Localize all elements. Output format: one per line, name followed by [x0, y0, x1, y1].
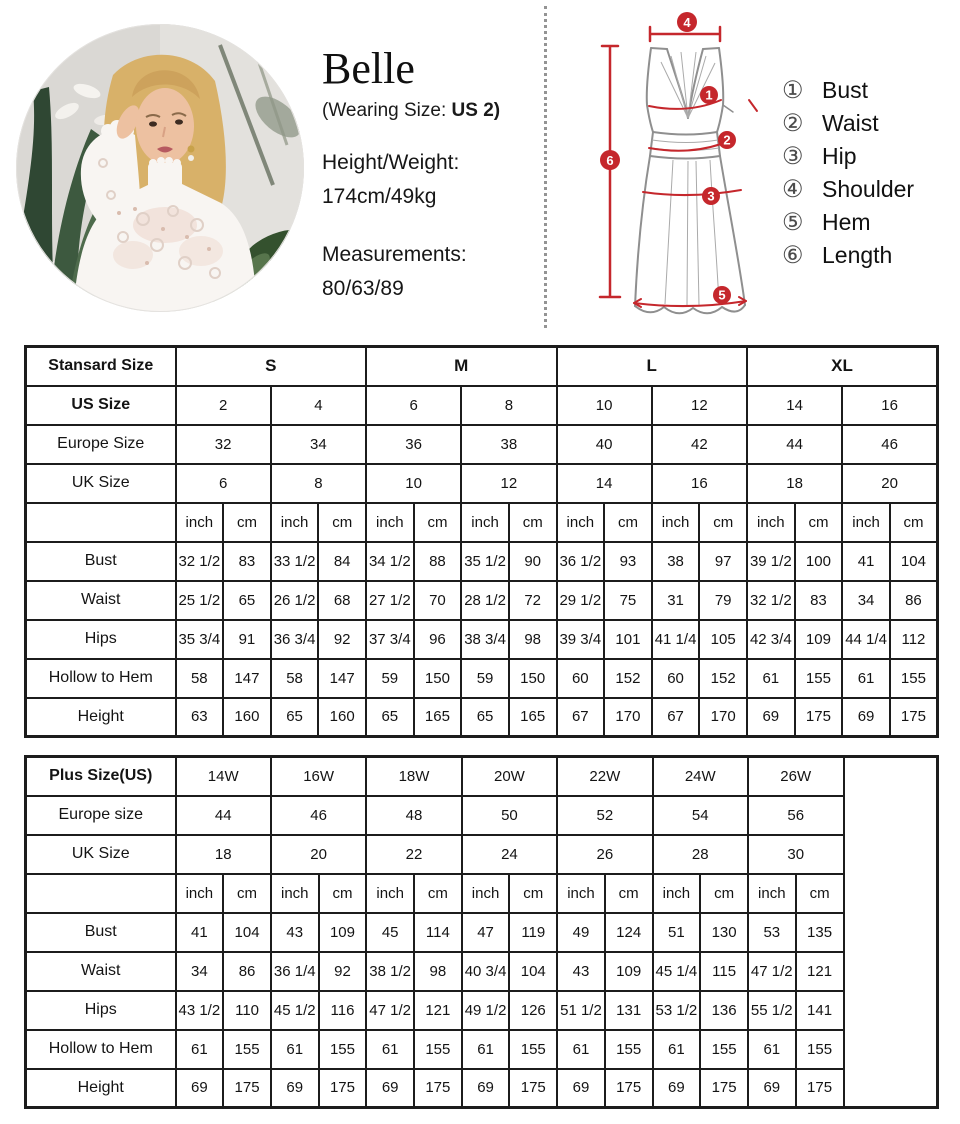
measure-value: 60 [557, 659, 605, 698]
measure-value: 160 [318, 698, 366, 737]
measure-value: 109 [319, 913, 367, 952]
size-value: 18 [747, 464, 842, 503]
unit-header: cm [796, 874, 844, 913]
measure-value: 35 3/4 [176, 620, 224, 659]
measure-value: 170 [604, 698, 652, 737]
unit-header: cm [890, 503, 938, 542]
measure-value: 47 [462, 913, 510, 952]
row-label: Hollow to Hem [26, 1030, 176, 1069]
measure-value: 124 [605, 913, 653, 952]
size-value: 12 [461, 464, 556, 503]
measure-value: 65 [461, 698, 509, 737]
measure-value: 152 [699, 659, 747, 698]
measure-value: 104 [890, 542, 938, 581]
measure-value: 112 [890, 620, 938, 659]
measure-value: 104 [223, 913, 271, 952]
size-value: 44 [747, 425, 842, 464]
row-label: Hips [26, 991, 176, 1030]
measure-value: 135 [796, 913, 844, 952]
size-value: 16 [652, 464, 747, 503]
measure-value: 175 [414, 1069, 462, 1108]
measure-value: 65 [223, 581, 271, 620]
row-label: UK Size [26, 464, 176, 503]
size-value: 30 [748, 835, 844, 874]
size-value: 2 [176, 386, 271, 425]
unit-header: inch [176, 874, 224, 913]
measure-value: 69 [557, 1069, 605, 1108]
measurements [322, 238, 542, 306]
measure-value: 155 [605, 1030, 653, 1069]
diagram-marker-hip: 3 [707, 188, 715, 204]
model-info [322, 46, 542, 306]
measure-value: 155 [223, 1030, 271, 1069]
measure-value: 86 [223, 952, 271, 991]
plus-size-table-wrap [24, 755, 939, 1109]
measure-value: 175 [795, 698, 843, 737]
measure-value: 47 1/2 [366, 991, 414, 1030]
measure-value: 75 [604, 581, 652, 620]
measure-value: 67 [557, 698, 605, 737]
measure-value: 70 [414, 581, 462, 620]
measure-value: 65 [366, 698, 414, 737]
size-value: 20W [462, 757, 557, 796]
measure-value: 33 1/2 [271, 542, 319, 581]
measure-value: 67 [652, 698, 700, 737]
plus-table-title: Plus Size(US) [26, 757, 176, 796]
measure-value: 41 1/4 [652, 620, 700, 659]
measure-value: 155 [319, 1030, 367, 1069]
measure-value: 34 [842, 581, 890, 620]
measure-value: 43 1/2 [176, 991, 224, 1030]
unit-header: cm [414, 874, 462, 913]
measure-value: 83 [223, 542, 271, 581]
model-name: Belle [322, 44, 415, 93]
measure-value: 58 [176, 659, 224, 698]
unit-header: inch [652, 503, 700, 542]
measure-value: 136 [700, 991, 748, 1030]
measure-value: 65 [271, 698, 319, 737]
measure-value: 29 1/2 [557, 581, 605, 620]
size-value: 26 [557, 835, 652, 874]
measure-value: 105 [699, 620, 747, 659]
size-value: 20 [271, 835, 366, 874]
measure-value: 152 [604, 659, 652, 698]
measure-value: 150 [509, 659, 557, 698]
unit-header: inch [557, 503, 605, 542]
unit-header: inch [842, 503, 890, 542]
row-label: Hollow to Hem [26, 659, 176, 698]
size-value: 16W [271, 757, 366, 796]
measure-value: 61 [366, 1030, 414, 1069]
measure-value: 41 [842, 542, 890, 581]
row-label: Europe Size [26, 425, 176, 464]
measure-value: 61 [748, 1030, 796, 1069]
measurement-legend [782, 74, 914, 272]
measure-value: 90 [509, 542, 557, 581]
measure-value: 121 [796, 952, 844, 991]
size-value: 24 [462, 835, 557, 874]
size-value: 8 [271, 464, 366, 503]
measure-value: 61 [842, 659, 890, 698]
row-label: UK Size [26, 835, 176, 874]
measure-value: 86 [890, 581, 938, 620]
unit-header: inch [271, 874, 319, 913]
measure-value: 114 [414, 913, 462, 952]
measure-value: 175 [509, 1069, 557, 1108]
size-value: 46 [842, 425, 937, 464]
size-value: 38 [461, 425, 556, 464]
measure-value: 39 1/2 [747, 542, 795, 581]
measure-value: 59 [366, 659, 414, 698]
model-photo [15, 23, 305, 313]
size-value: 54 [653, 796, 748, 835]
measure-value: 104 [509, 952, 557, 991]
diagram-marker-shoulder: 4 [683, 15, 691, 30]
row-label: Waist [26, 952, 176, 991]
unit-header: inch [176, 503, 224, 542]
size-value: 50 [462, 796, 557, 835]
measure-value: 53 1/2 [653, 991, 701, 1030]
measure-value: 126 [509, 991, 557, 1030]
measure-value: 36 1/4 [271, 952, 319, 991]
size-value: 48 [366, 796, 461, 835]
measure-value: 130 [700, 913, 748, 952]
empty-cell [844, 757, 938, 1108]
unit-header: cm [605, 874, 653, 913]
measure-value: 68 [318, 581, 366, 620]
measure-value: 69 [176, 1069, 224, 1108]
measure-value: 61 [271, 1030, 319, 1069]
measure-value: 175 [605, 1069, 653, 1108]
unit-header: cm [223, 503, 271, 542]
unit-header: inch [653, 874, 701, 913]
size-value: 16 [842, 386, 937, 425]
legend-item-hip: ③ Hip [782, 143, 857, 170]
diagram-marker-bust: 1 [705, 87, 713, 103]
measure-value: 63 [176, 698, 224, 737]
measure-value: 36 1/2 [557, 542, 605, 581]
measure-value: 45 1/2 [271, 991, 319, 1030]
diagram-marker-waist: 2 [723, 132, 731, 148]
wearing-size-value: US 2) [451, 100, 501, 121]
measure-value: 61 [747, 659, 795, 698]
size-value: 24W [653, 757, 748, 796]
measure-value: 53 [748, 913, 796, 952]
measure-value: 38 [652, 542, 700, 581]
measure-value: 51 [653, 913, 701, 952]
measure-value: 36 3/4 [271, 620, 319, 659]
measure-value: 69 [366, 1069, 414, 1108]
measurements-value: 80/63/89 [322, 277, 404, 300]
circled-2-icon: ② [782, 110, 804, 137]
measure-value: 160 [223, 698, 271, 737]
measure-value: 61 [462, 1030, 510, 1069]
legend-item-waist: ② Waist [782, 110, 879, 137]
measure-value: 31 [652, 581, 700, 620]
size-value: 14W [176, 757, 271, 796]
height-weight-value: 174cm/49kg [322, 185, 437, 208]
measure-value: 44 1/4 [842, 620, 890, 659]
measure-value: 110 [223, 991, 271, 1030]
measure-value: 109 [605, 952, 653, 991]
size-value: 36 [366, 425, 461, 464]
measure-value: 60 [652, 659, 700, 698]
unit-header: inch [271, 503, 319, 542]
measure-value: 37 3/4 [366, 620, 414, 659]
unit-header: inch [366, 503, 414, 542]
measure-value: 55 1/2 [748, 991, 796, 1030]
height-weight [322, 146, 542, 214]
unit-header: cm [223, 874, 271, 913]
measure-value: 155 [796, 1030, 844, 1069]
measure-value: 121 [414, 991, 462, 1030]
measure-value: 45 1/4 [653, 952, 701, 991]
circled-1-icon: ① [782, 77, 804, 104]
measure-value: 101 [604, 620, 652, 659]
size-value: 26W [748, 757, 844, 796]
wearing-size [322, 100, 542, 122]
measure-value: 69 [748, 1069, 796, 1108]
unit-header: cm [699, 503, 747, 542]
measure-value: 69 [653, 1069, 701, 1108]
size-value: 8 [461, 386, 556, 425]
measure-value: 59 [461, 659, 509, 698]
size-value: 10 [366, 464, 461, 503]
measure-value: 47 1/2 [748, 952, 796, 991]
measure-value: 79 [699, 581, 747, 620]
measure-value: 147 [223, 659, 271, 698]
size-value: 56 [748, 796, 844, 835]
measure-value: 84 [318, 542, 366, 581]
height-weight-label: Height/Weight: [322, 151, 460, 174]
measure-value: 155 [795, 659, 843, 698]
size-value: 32 [176, 425, 271, 464]
diagram-marker-hem: 5 [718, 287, 726, 303]
measure-value: 27 1/2 [366, 581, 414, 620]
standard-table-title: Stansard Size [26, 347, 176, 386]
measure-value: 155 [700, 1030, 748, 1069]
measure-value: 170 [699, 698, 747, 737]
measure-value: 155 [509, 1030, 557, 1069]
measure-value: 92 [318, 620, 366, 659]
measure-value: 58 [271, 659, 319, 698]
size-value: 52 [557, 796, 652, 835]
measure-value: 141 [796, 991, 844, 1030]
measurements-label: Measurements: [322, 243, 467, 266]
measure-value: 98 [414, 952, 462, 991]
measure-value: 72 [509, 581, 557, 620]
row-label-empty [26, 503, 176, 542]
measure-value: 150 [414, 659, 462, 698]
unit-header: cm [700, 874, 748, 913]
size-value: 44 [176, 796, 271, 835]
size-value: 14 [747, 386, 842, 425]
size-value: 18W [366, 757, 461, 796]
wearing-size-prefix: (Wearing Size: [322, 100, 447, 121]
size-value: 6 [176, 464, 271, 503]
measure-value: 34 [176, 952, 224, 991]
measure-value: 92 [319, 952, 367, 991]
unit-header: cm [319, 874, 367, 913]
measure-value: 43 [271, 913, 319, 952]
measure-value: 175 [223, 1069, 271, 1108]
size-value: 40 [557, 425, 652, 464]
measure-value: 35 1/2 [461, 542, 509, 581]
circled-6-icon: ⑥ [782, 242, 804, 269]
measure-value: 49 [557, 913, 605, 952]
unit-header: inch [461, 503, 509, 542]
unit-header: cm [604, 503, 652, 542]
measure-value: 98 [509, 620, 557, 659]
measure-value: 175 [700, 1069, 748, 1108]
row-label: Europe size [26, 796, 176, 835]
measure-value: 115 [700, 952, 748, 991]
size-value: 10 [557, 386, 652, 425]
row-label: Bust [26, 913, 176, 952]
measure-value: 61 [176, 1030, 224, 1069]
dotted-separator [544, 6, 547, 328]
measure-value: 91 [223, 620, 271, 659]
measure-value: 119 [509, 913, 557, 952]
measure-value: 165 [414, 698, 462, 737]
legend-item-hem: ⑤ Hem [782, 209, 871, 236]
measure-value: 38 1/2 [366, 952, 414, 991]
row-label-empty [26, 874, 176, 913]
measure-value: 34 1/2 [366, 542, 414, 581]
measure-value: 175 [890, 698, 938, 737]
size-value: 28 [653, 835, 748, 874]
size-value: 42 [652, 425, 747, 464]
unit-header: inch [747, 503, 795, 542]
unit-header: inch [366, 874, 414, 913]
size-value: 4 [271, 386, 366, 425]
measure-value: 39 3/4 [557, 620, 605, 659]
row-label: Height [26, 698, 176, 737]
size-value: 18 [176, 835, 271, 874]
measure-value: 28 1/2 [461, 581, 509, 620]
row-label: Waist [26, 581, 176, 620]
legend-item-shoulder: ④ Shoulder [782, 176, 915, 203]
unit-header: inch [462, 874, 510, 913]
unit-header: cm [795, 503, 843, 542]
size-value: 22W [557, 757, 652, 796]
row-label: Bust [26, 542, 176, 581]
measure-value: 69 [842, 698, 890, 737]
measure-value: 97 [699, 542, 747, 581]
measure-value: 41 [176, 913, 224, 952]
measure-value: 32 1/2 [176, 542, 224, 581]
measure-value: 61 [557, 1030, 605, 1069]
legend-item-length: ⑥ Length [782, 242, 893, 269]
size-value: 6 [366, 386, 461, 425]
size-value: 20 [842, 464, 937, 503]
measure-value: 93 [604, 542, 652, 581]
unit-header: cm [509, 503, 557, 542]
circled-3-icon: ③ [782, 143, 804, 170]
measure-value: 43 [557, 952, 605, 991]
measure-value: 40 3/4 [462, 952, 510, 991]
measure-value: 131 [605, 991, 653, 1030]
size-value: 34 [271, 425, 366, 464]
measure-value: 109 [795, 620, 843, 659]
measure-value: 83 [795, 581, 843, 620]
size-group-header: L [557, 347, 748, 386]
size-value: 12 [652, 386, 747, 425]
measure-value: 61 [653, 1030, 701, 1069]
circled-4-icon: ④ [782, 176, 804, 203]
measure-value: 45 [366, 913, 414, 952]
measure-value: 175 [319, 1069, 367, 1108]
measure-value: 49 1/2 [462, 991, 510, 1030]
unit-header: inch [557, 874, 605, 913]
measure-value: 175 [796, 1069, 844, 1108]
legend-item-bust: ① Bust [782, 77, 869, 104]
standard-size-table-wrap [24, 345, 939, 738]
size-value: 22 [366, 835, 461, 874]
measure-value: 42 3/4 [747, 620, 795, 659]
standard-size-table [24, 345, 939, 738]
row-label: US Size [26, 386, 176, 425]
row-label: Height [26, 1069, 176, 1108]
measure-value: 69 [271, 1069, 319, 1108]
circled-5-icon: ⑤ [782, 209, 804, 236]
diagram-marker-length: 6 [606, 153, 614, 168]
measure-value: 69 [462, 1069, 510, 1108]
measure-value: 155 [890, 659, 938, 698]
measure-value: 147 [318, 659, 366, 698]
measure-value: 116 [319, 991, 367, 1030]
row-label: Hips [26, 620, 176, 659]
unit-header: inch [748, 874, 796, 913]
unit-header: cm [414, 503, 462, 542]
dress-measurement-diagram [575, 0, 775, 330]
measure-value: 51 1/2 [557, 991, 605, 1030]
measure-value: 25 1/2 [176, 581, 224, 620]
size-group-header: M [366, 347, 557, 386]
measure-value: 155 [414, 1030, 462, 1069]
measure-value: 26 1/2 [271, 581, 319, 620]
measure-value: 38 3/4 [461, 620, 509, 659]
measure-value: 96 [414, 620, 462, 659]
unit-header: cm [318, 503, 366, 542]
measure-value: 32 1/2 [747, 581, 795, 620]
measure-value: 69 [747, 698, 795, 737]
measure-value: 100 [795, 542, 843, 581]
measure-value: 165 [509, 698, 557, 737]
unit-header: cm [509, 874, 557, 913]
plus-size-table [24, 755, 939, 1109]
size-value: 14 [557, 464, 652, 503]
size-value: 46 [271, 796, 366, 835]
measure-value: 88 [414, 542, 462, 581]
size-group-header: S [176, 347, 367, 386]
size-group-header: XL [747, 347, 938, 386]
